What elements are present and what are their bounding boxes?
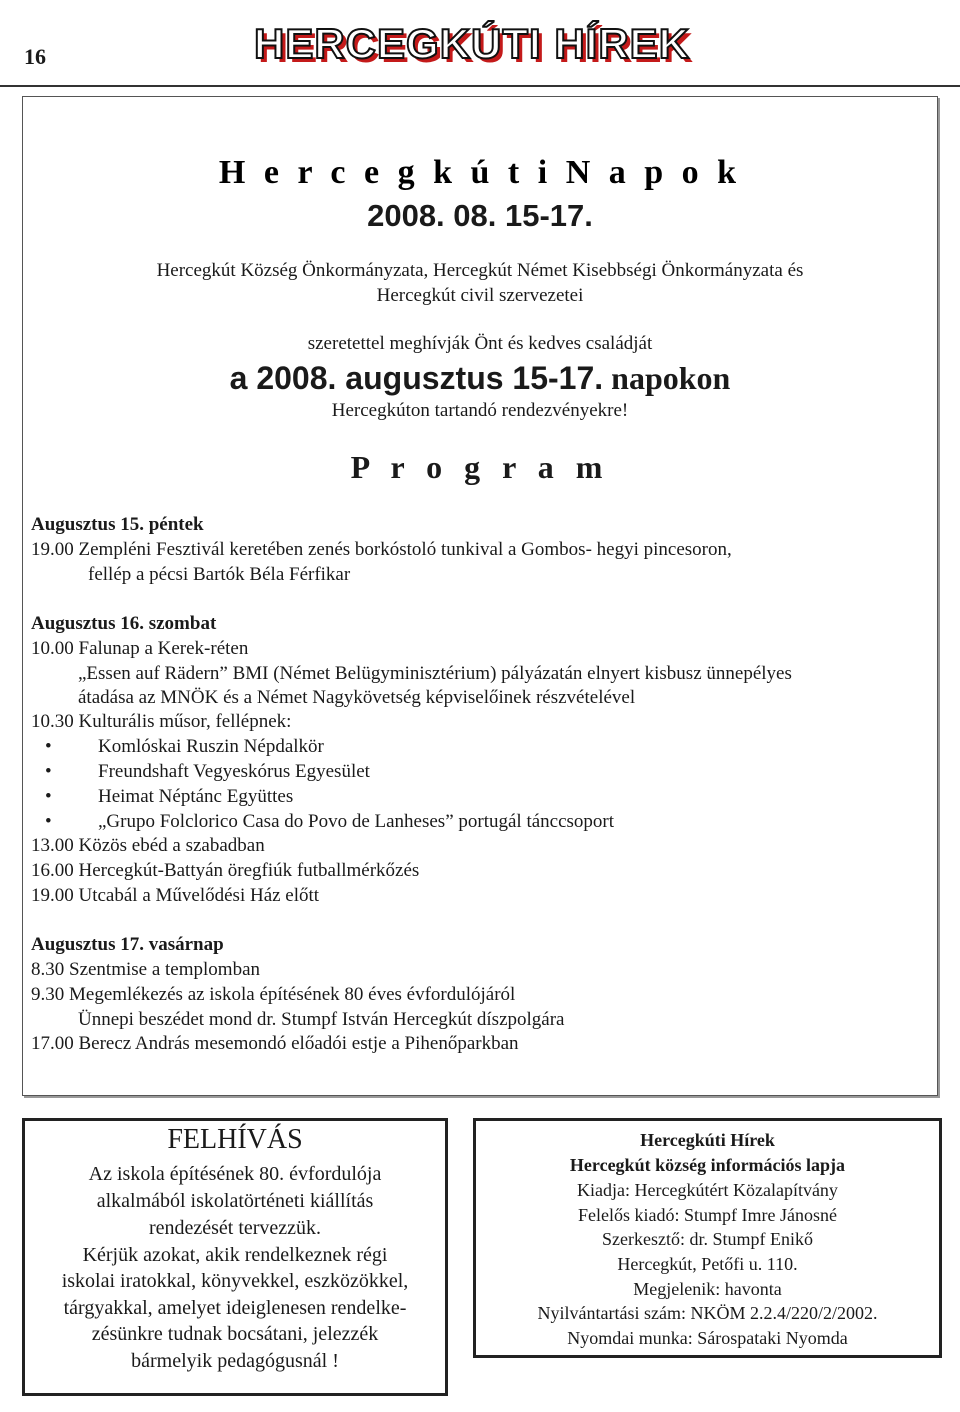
- invitation-text: szeretettel meghívják Önt és kedves családját: [307, 333, 653, 354]
- day-heading-saturday: Augusztus 16. szombat: [31, 613, 217, 634]
- masthead-logo: HERCEGKÚTI HÍREK: [254, 20, 691, 67]
- notice-line: Kérjük azokat, akik rendelkeznek régi: [82, 1244, 388, 1266]
- performer-item: „Grupo Folclorico Casa do Povo de Lanheses” portugál tánccsoport: [98, 811, 615, 832]
- program-item: 13.00 Közös ebéd a szabadban: [31, 835, 265, 856]
- imprint-line: Hercegkút, Petőfi u. 110.: [617, 1254, 798, 1274]
- program-item: 10.30 Kulturális műsor, fellépnek:: [31, 711, 292, 732]
- notice-line: rendezését tervezzük.: [148, 1217, 322, 1239]
- notice-line: tárgyakkal, amelyet ideiglenesen rendelke-: [63, 1297, 407, 1319]
- performer-item: Heimat Néptánc Együttes: [98, 786, 294, 807]
- program-item: 10.00 Falunap a Kerek-réten: [31, 638, 249, 659]
- notice-line: iskolai iratokkal, könyvekkel, eszközökkel,: [61, 1270, 409, 1292]
- event-date-suffix: napokon: [603, 360, 731, 396]
- organizers-line-2: Hercegkút civil szervezetei: [376, 285, 584, 306]
- bullet-icon: •: [45, 786, 52, 807]
- bullet-icon: •: [45, 811, 52, 832]
- day-heading-friday: Augusztus 15. péntek: [31, 514, 204, 535]
- program-item: 8.30 Szentmise a templomban: [31, 959, 261, 980]
- notice-line: zésünkre tudnak bocsátani, jelezzék: [91, 1323, 379, 1345]
- program-item-continuation: „Essen auf Rädern” BMI (Német Belügyminisztérium) pályázatán elnyert kisbusz ünnepélyes: [78, 663, 792, 684]
- performer-item: Komlóskai Ruszin Népdalkör: [98, 736, 324, 757]
- notice-line: bármelyik pedagógusnál !: [131, 1350, 339, 1372]
- event-title: H e r c e g k ú t i N a p o k: [218, 154, 742, 191]
- imprint-line: Szerkesztő: dr. Stumpf Enikő: [602, 1229, 813, 1249]
- program-item: 19.00 Zempléni Fesztivál keretében zenés borkóstoló tunkival a Gombos- hegyi pincesoron,: [31, 539, 732, 560]
- imprint-line: Nyilvántartási szám: NKÖM 2.2.4/220/2/2002.: [537, 1303, 878, 1323]
- program-item: 16.00 Hercegkút-Battyán öregfiúk futballmérkőzés: [31, 860, 420, 881]
- program-item: 17.00 Berecz András mesemondó előadói estje a Pihenőparkban: [31, 1033, 519, 1054]
- program-item-continuation: átadása az MNÖK és a Német Nagykövetség képviselőinek részvételével: [78, 687, 636, 708]
- notice-line: alkalmából iskolatörténeti kiállítás: [96, 1190, 374, 1212]
- day-heading-sunday: Augusztus 17. vasárnap: [31, 934, 224, 955]
- program-item-continuation: Ünnepi beszédet mond dr. Stumpf István Hercegkút díszpolgára: [78, 1009, 565, 1030]
- imprint-line: Felelős kiadó: Stumpf Imre Jánosné: [578, 1205, 837, 1225]
- imprint-subtitle: Hercegkút község információs lapja: [569, 1155, 846, 1175]
- page-number: 16: [24, 44, 46, 69]
- performer-item: Freundshaft Vegyeskórus Egyesület: [98, 761, 370, 782]
- bullet-icon: •: [45, 761, 52, 782]
- organizers-line-1: Hercegkút Község Önkormányzata, Hercegkút Német Kisebbségi Önkormányzata és: [156, 260, 804, 281]
- imprint-line: Nyomdai munka: Sárospataki Nyomda: [567, 1328, 848, 1348]
- venue-text: Hercegkúton tartandó rendezvényekre!: [331, 400, 629, 421]
- notice-title: FELHÍVÁS: [167, 1124, 303, 1155]
- program-item: 9.30 Megemlékezés az iskola építésének 80 éves évfordulójáról: [31, 984, 516, 1005]
- notice-line: Az iskola építésének 80. évfordulója: [88, 1163, 382, 1185]
- imprint-line: Megjelenik: havonta: [633, 1279, 782, 1299]
- event-date-line: [0, 360, 960, 397]
- event-dates: 2008. 08. 15-17.: [367, 198, 593, 233]
- program-title: P r o g r a m: [350, 449, 610, 485]
- program-item: 19.00 Utcabál a Művelődési Ház előtt: [31, 885, 320, 906]
- header-divider: [0, 85, 960, 87]
- imprint-line: Kiadja: Hercegkútért Közalapítvány: [577, 1180, 838, 1200]
- event-date-prefix: a 2008. augusztus 15-17.: [229, 360, 604, 396]
- imprint-title: Hercegkúti Hírek: [640, 1130, 775, 1150]
- bullet-icon: •: [45, 736, 52, 757]
- program-item-continuation: fellép a pécsi Bartók Béla Férfikar: [88, 564, 351, 585]
